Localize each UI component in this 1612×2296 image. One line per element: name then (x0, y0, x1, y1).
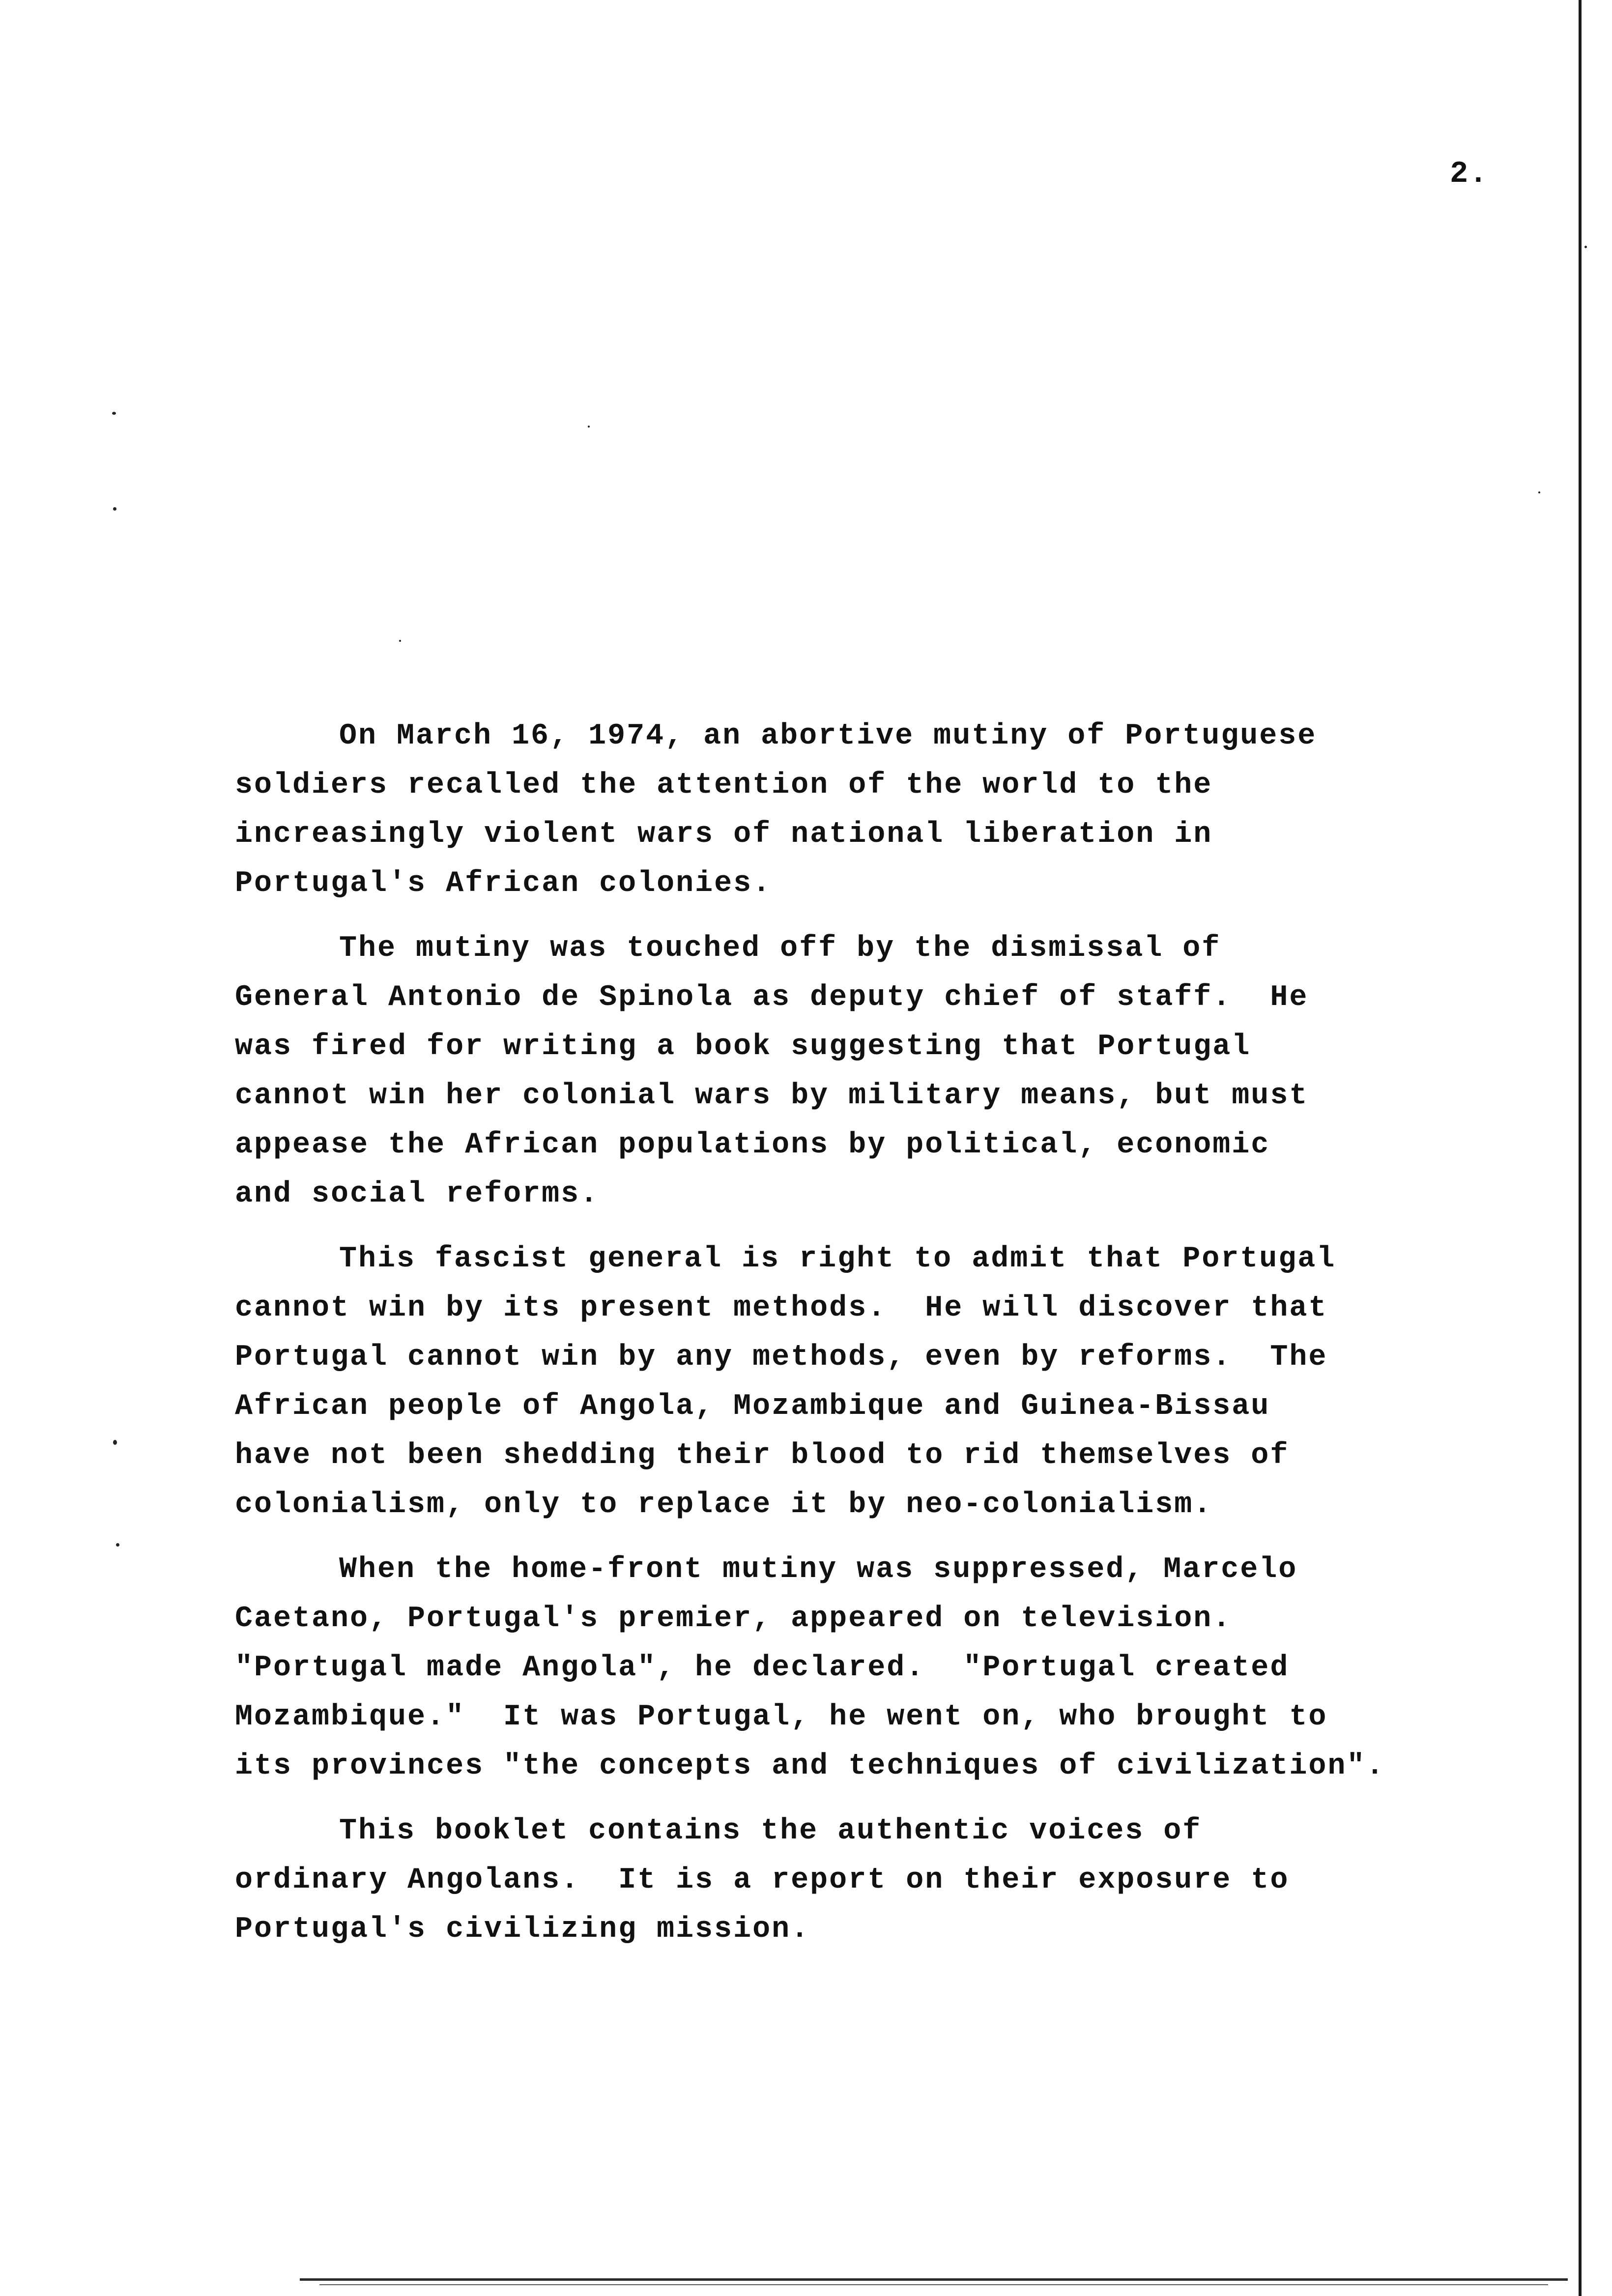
text-line: cannot win by its present methods. He will discover that (235, 1292, 1328, 1325)
page-right-edge (1579, 0, 1582, 2296)
text-line: When the home-front mutiny was suppressed, Marcelo (339, 1553, 1298, 1586)
scan-speck (1584, 246, 1587, 248)
scan-speck (399, 640, 401, 642)
page-bottom-edge-shadow (319, 2284, 1548, 2285)
text-line: Caetano, Portugal's premier, appeared on television. (235, 1602, 1232, 1636)
text-line: its provinces "the concepts and techniques of civilization". (235, 1750, 1385, 1783)
scan-speck (588, 426, 590, 428)
text-line: Portugal's African colonies. (235, 867, 772, 900)
text-line: colonialism, only to replace it by neo-colonialism. (235, 1488, 1213, 1521)
scan-speck (112, 412, 116, 415)
text-line: "Portugal made Angola", he declared. "Portugal created (235, 1651, 1290, 1685)
text-line: This fascist general is right to admit that Portugal (339, 1242, 1336, 1276)
text-line: On March 16, 1974, an abortive mutiny of Portuguese (339, 719, 1317, 753)
text-line: increasingly violent wars of national liberation in (235, 818, 1213, 851)
scan-speck (1538, 491, 1540, 493)
paragraph-1 (235, 712, 1473, 908)
text-line: Portugal cannot win by any methods, even by reforms. The (235, 1341, 1328, 1374)
text-line: ordinary Angolans. It is a report on their exposure to (235, 1864, 1290, 1897)
text-line: have not been shedding their blood to rid themselves of (235, 1439, 1290, 1472)
page-bottom-edge (300, 2278, 1568, 2281)
text-line: cannot win her colonial wars by military means, but must (235, 1079, 1309, 1113)
paragraph-2 (235, 924, 1473, 1219)
text-line: and social reforms. (235, 1177, 600, 1211)
text-line: Mozambique." It was Portugal, he went on, who brought to (235, 1700, 1328, 1734)
text-line: was fired for writing a book suggesting that Portugal (235, 1030, 1251, 1063)
text-line: soldiers recalled the attention of the world to the (235, 769, 1213, 802)
scan-speck (113, 507, 116, 511)
text-line: The mutiny was touched off by the dismissal of (339, 932, 1221, 965)
text-line: This booklet contains the authentic voices of (339, 1814, 1202, 1848)
paragraph-3 (235, 1234, 1473, 1529)
text-line: African people of Angola, Mozambique and Guinea-Bissau (235, 1390, 1270, 1423)
text-line: Portugal's civilizing mission. (235, 1913, 810, 1946)
paragraph-5 (235, 1807, 1473, 1954)
scan-speck (113, 1440, 117, 1445)
page-number: 2. (1450, 156, 1489, 191)
text-line: General Antonio de Spinola as deputy chief of staff. He (235, 981, 1309, 1014)
paragraph-4 (235, 1545, 1473, 1791)
body-text (235, 712, 1473, 1970)
scan-speck (116, 1543, 119, 1547)
text-line: appease the African populations by political, economic (235, 1128, 1270, 1162)
